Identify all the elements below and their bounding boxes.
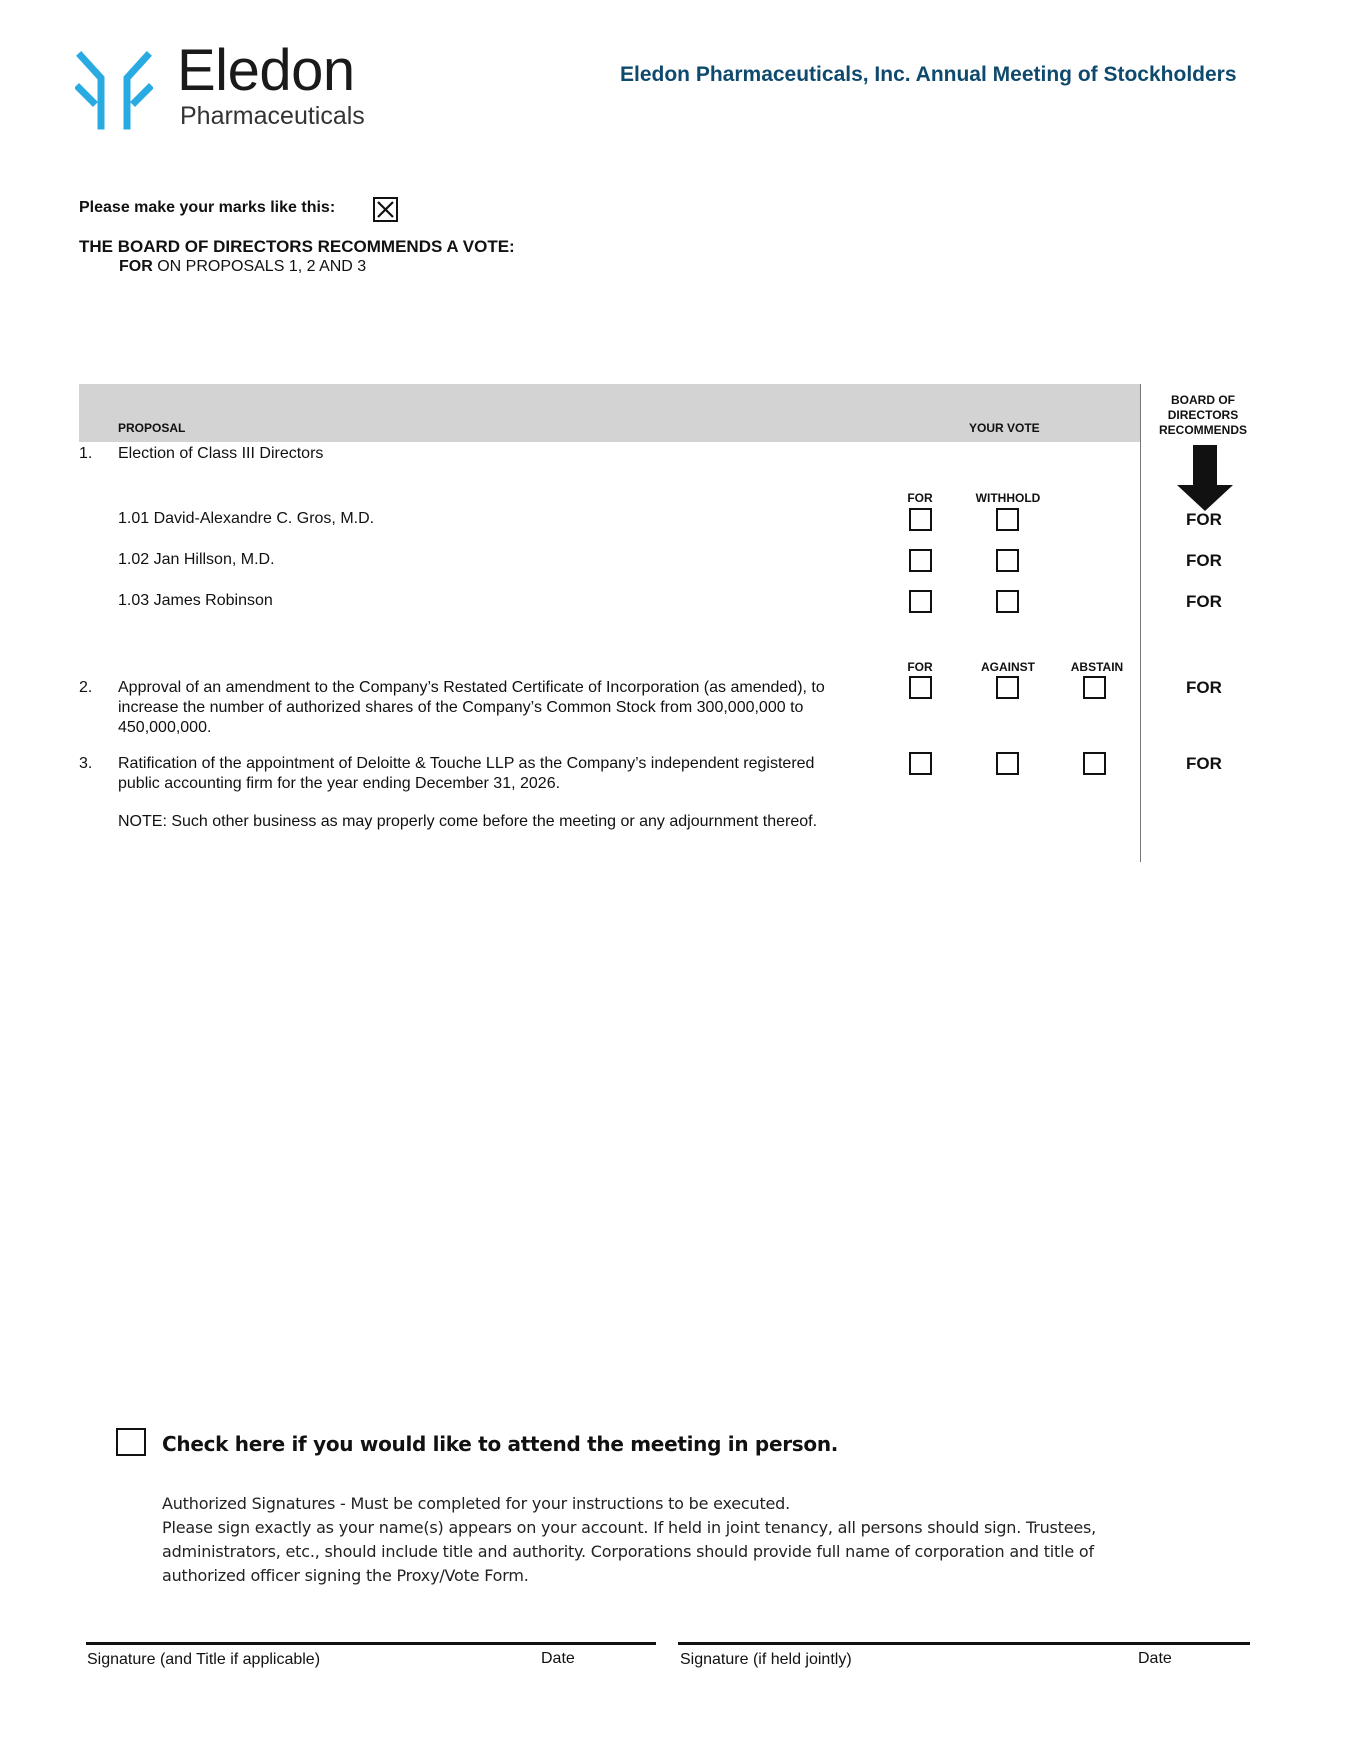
proposal-3-text: Ratification of the appointment of Deloitte & Touche LLP as the Company’s independent registered public accounting firm for the year ending December 31, 2026. (118, 755, 815, 792)
example-mark-box (373, 197, 398, 222)
board-proposals-text: ON PROPOSALS 1, 2 AND 3 (152, 258, 367, 275)
attend-meeting-checkbox[interactable] (116, 1428, 146, 1456)
proposal-3-abstain-checkbox[interactable] (1083, 752, 1106, 775)
attend-meeting-label: Check here if you would like to attend the meeting in person. (162, 1432, 839, 1456)
proposal-3-recommendation: FOR (1186, 754, 1222, 773)
col-abstain: ABSTAIN (1070, 660, 1124, 674)
proposal-3-against-checkbox[interactable] (996, 752, 1019, 775)
proposal-3-number: 3. (79, 755, 93, 772)
signature-1-line[interactable] (86, 1642, 656, 1645)
nominee-1-recommendation: FOR (1186, 510, 1222, 529)
board-recommendation-heading: THE BOARD OF DIRECTORS RECOMMENDS A VOTE: (79, 237, 515, 256)
recommendation-divider (1140, 384, 1141, 862)
signature-2-label: Signature (if held jointly) (680, 1651, 852, 1668)
nominee-3-recommendation: FOR (1186, 592, 1222, 611)
proposal-2-number: 2. (79, 679, 93, 696)
authorization-line-1: Authorized Signatures - Must be completed for your instructions to be executed. (162, 1494, 791, 1513)
nominee-3-withhold-checkbox[interactable] (996, 590, 1019, 613)
header-proposal: PROPOSAL (118, 421, 186, 435)
nominee-2-withhold-checkbox[interactable] (996, 549, 1019, 572)
nominee-1-label: 1.01 David-Alexandre C. Gros, M.D. (118, 510, 375, 527)
nominee-3-for-checkbox[interactable] (909, 590, 932, 613)
meeting-title: Eledon Pharmaceuticals, Inc. Annual Meeting of Stockholders (620, 63, 1237, 86)
proposal-3-for-checkbox[interactable] (909, 752, 932, 775)
authorization-text (162, 1492, 1152, 1588)
col-for: FOR (907, 660, 933, 674)
col-withhold-p1: WITHHOLD (975, 491, 1041, 505)
company-logo-icon (75, 48, 153, 130)
nominee-1-withhold-checkbox[interactable] (996, 508, 1019, 531)
date-2-label: Date (1138, 1650, 1172, 1667)
signature-2-line[interactable] (678, 1642, 1250, 1645)
proposal-1-number: 1. (79, 445, 93, 462)
col-against: AGAINST (981, 660, 1035, 674)
x-mark-icon (375, 199, 396, 220)
proposal-2-recommendation: FOR (1186, 678, 1222, 697)
nominee-2-for-checkbox[interactable] (909, 549, 932, 572)
date-1-label: Date (541, 1650, 575, 1667)
proposal-2-for-checkbox[interactable] (909, 676, 932, 699)
nominee-2-label: 1.02 Jan Hillson, M.D. (118, 551, 275, 568)
header-board-recommends: BOARD OF DIRECTORS RECOMMENDS (1158, 393, 1247, 437)
nominee-3-label: 1.03 James Robinson (118, 592, 273, 609)
logo-name: Eledon (177, 38, 355, 103)
nominee-1-for-checkbox[interactable] (909, 508, 932, 531)
note-text: NOTE: Such other business as may properly come before the meeting or any adjournment thereof. (118, 813, 818, 830)
nominee-2-recommendation: FOR (1186, 551, 1222, 570)
header-your-vote: YOUR VOTE (969, 421, 1040, 435)
proposal-2-against-checkbox[interactable] (996, 676, 1019, 699)
board-recommendation-detail (119, 259, 366, 275)
signature-1-label: Signature (and Title if applicable) (87, 1651, 321, 1668)
proposal-2-text: Approval of an amendment to the Company’s Restated Certificate of Incorporation (as amended), to increase the number of authorized shares of the Company’s Common Stock from 300,000,000 to 450,000,000. (118, 679, 825, 736)
board-for-label: FOR (119, 258, 153, 275)
marks-instruction: Please make your marks like this: (79, 199, 336, 216)
col-for-p1: FOR (907, 491, 933, 505)
authorization-line-2: Please sign exactly as your name(s) appears on your account. If held in joint tenancy, all persons should sign. Trustees, administrators, etc., should include title and authority. Corporations should provide full name of corporation and title of authorized officer signing the Proxy/Vote Form. (162, 1518, 1097, 1585)
logo-subtitle: Pharmaceuticals (180, 102, 365, 130)
proposal-2-abstain-checkbox[interactable] (1083, 676, 1106, 699)
proposal-1-title: Election of Class III Directors (118, 445, 324, 462)
down-arrow-icon (1177, 445, 1233, 511)
